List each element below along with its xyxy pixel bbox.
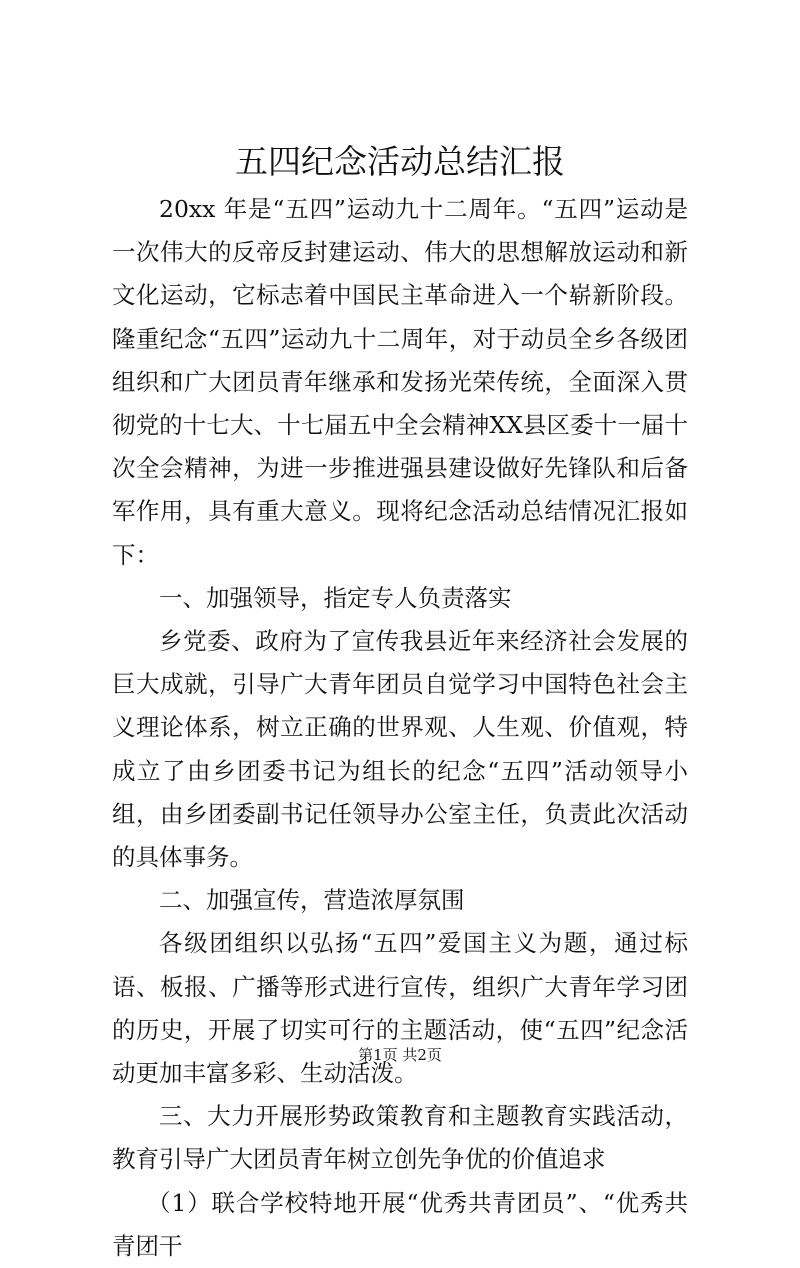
paragraph-intro: 20xx 年是“五四”运动九十二周年。“五四”运动是一次伟大的反帝反封建运动、伟大的思想解放运动和新文化运动，它标志着中国民主革命进入一个崭新阶段。隆重纪念“五四”运动九十二周年，对于动员全乡各级团组织和广大团员青年继承和发扬光荣传统，全面深入贯彻党的十七大、十七届五中全会精神XX县区委十一届十次全会精神，为进一步推进强县建设做好先锋队和后备军作用，具有重大意义。现将纪念活动总结情况汇报如下： (112, 195, 688, 569)
document-body (112, 188, 688, 1268)
section-heading-3: 三、大力开展形势政策教育和主题教育实践活动，教育引导广大团员青年树立创先争优的价值追求 (112, 1102, 688, 1174)
section-heading-2: 二、加强宣传，营造浓厚氛围 (159, 886, 465, 915)
paragraph-section-3-item-1: （1）联合学校特地开展“优秀共青团员”、“优秀共青团干 (112, 1188, 688, 1260)
paragraph-section-2: 各级团组织以弘扬“五四”爱国主义为题，通过标语、板报、广播等形式进行宣传，组织广大青年学习团的历史，开展了切实可行的主题活动，使“五四”纪念活动更加丰富多彩、生动活泼。 (112, 929, 688, 1088)
section-heading-1: 一、加强领导，指定专人负责落实 (159, 583, 512, 612)
document-title: 五四纪念活动总结汇报 (235, 142, 565, 181)
page-footer: 第1页 共2页 (358, 1046, 442, 1064)
paragraph-section-1: 乡党委、政府为了宣传我县近年来经济社会发展的巨大成就，引导广大青年团员自觉学习中国特色社会主义理论体系，树立正确的世界观、人生观、价值观，特成立了由乡团委书记为组长的纪念“五四”活动领导小组，由乡团委副书记任领导办公室主任，负责此次活动的具体事务。 (112, 627, 688, 872)
